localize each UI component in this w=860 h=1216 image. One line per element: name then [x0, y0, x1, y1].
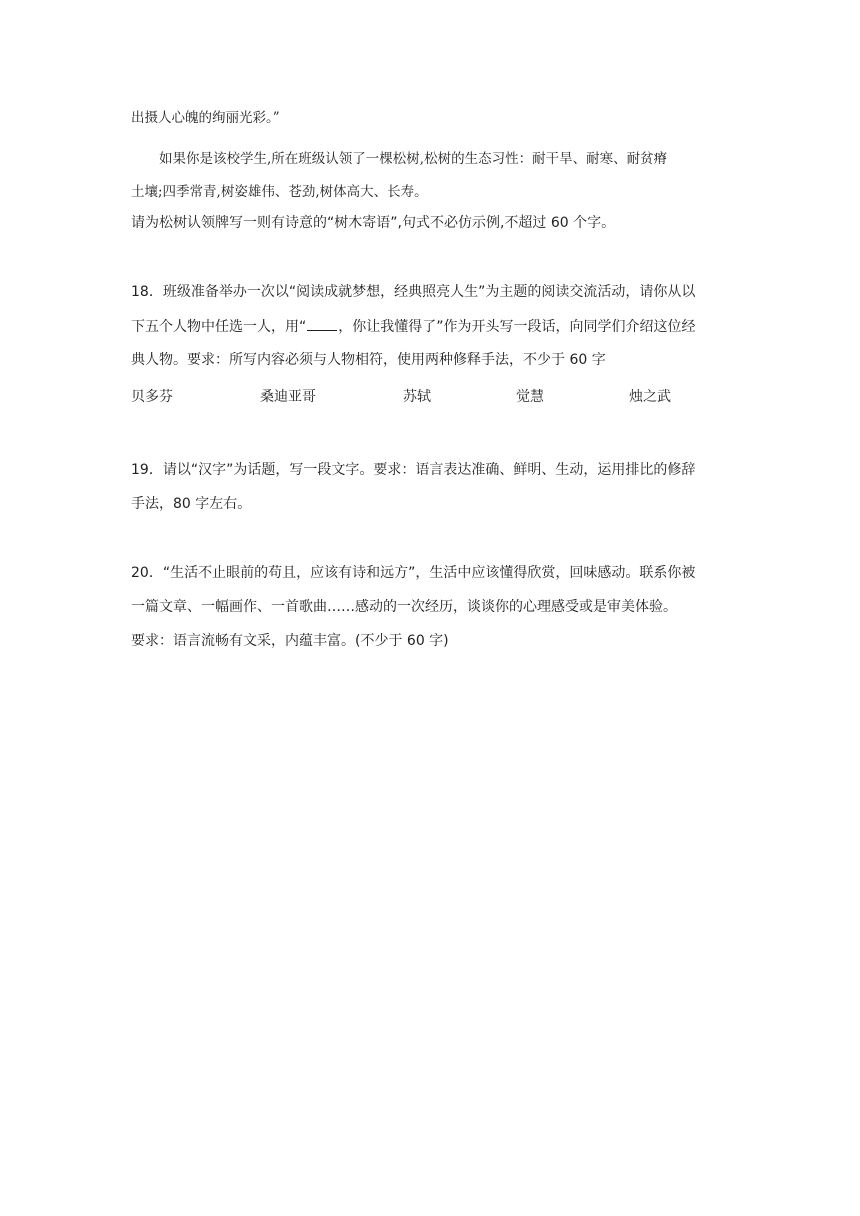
q17-scenario-line-2: 土壤;四季常青,树姿雄伟、苍劲,树体高大、长寿。 — [131, 184, 428, 200]
q18-line-1: 18．班级准备举办一次以“阅读成就梦想，经典照亮人生”为主题的阅读交流活动，请你从以 — [131, 284, 696, 300]
option-santiago: 桑迪亚哥 — [260, 389, 316, 405]
q18-line-2-before: 下五个人物中任选一人，用“ — [131, 319, 307, 335]
option-juehui: 觉慧 — [516, 389, 544, 405]
fill-in-blank — [307, 316, 337, 331]
q20-line-1: 20．“生活不止眼前的苟且，应该有诗和远方”，生活中应该懂得欣赏，回味感动。联系你被 — [131, 565, 696, 581]
q19-line-2: 手法，80 字左右。 — [131, 496, 252, 512]
q18-line-3: 典人物。要求：所写内容必须与人物相符，使用两种修释手法，不少于 60 字 — [131, 352, 606, 368]
option-zhu-zhiwu: 烛之武 — [629, 389, 671, 405]
q18-line-2-after: ，你让我懂得了”作为开头写一段话，向同学们介绍这位经 — [338, 319, 696, 335]
q17-task: 请为松树认领牌写一则有诗意的“树木寄语”,句式不必仿示例,不超过 60 个字。 — [131, 215, 616, 231]
q20-line-2: 一篇文章、一幅画作、一首歌曲……感动的一次经历，谈谈你的心理感受或是审美体验。 — [131, 599, 677, 615]
option-su-shi: 苏轼 — [403, 389, 431, 405]
q19-line-1: 19．请以“汉字”为话题，写一段文字。要求：语言表达准确、鲜明、生动，运用排比的修辞 — [131, 462, 696, 478]
q20-line-3: 要求：语言流畅有文采，内蕴丰富。(不少于 60 字) — [131, 633, 449, 649]
q18-line-2 — [131, 316, 696, 337]
q17-scenario-line-1: 如果你是该校学生,所在班级认领了一棵松树,松树的生态习性：耐干旱、耐寒、耐贫瘠 — [159, 151, 668, 167]
q17-quote-tail: 出摄人心魄的绚丽光彩。” — [131, 110, 280, 126]
option-beethoven: 贝多芬 — [131, 389, 173, 405]
